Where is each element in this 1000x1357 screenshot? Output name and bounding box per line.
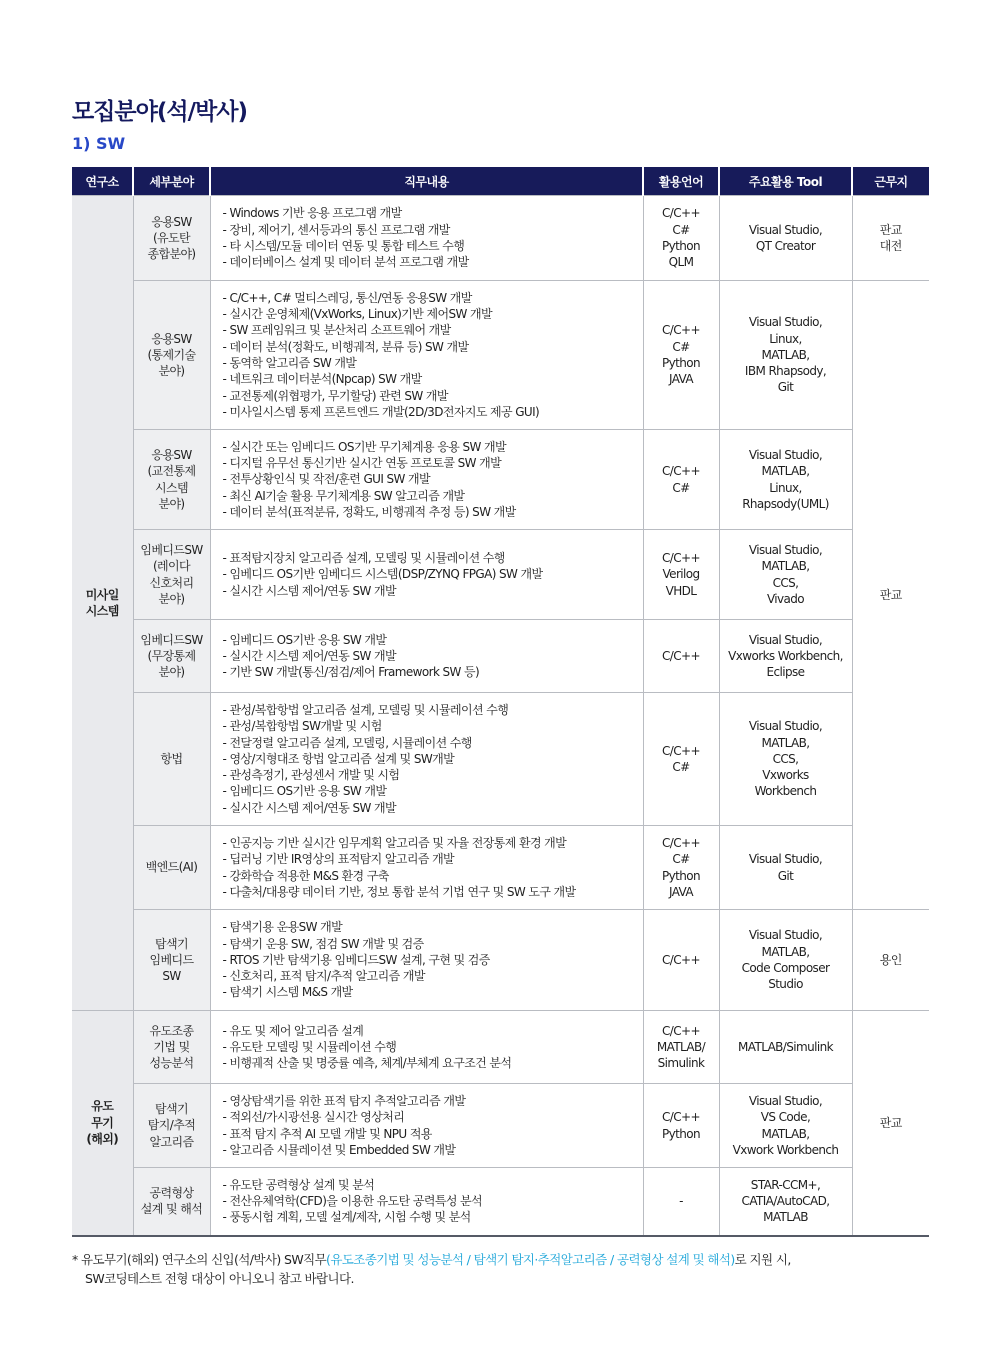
field-cell: 유도조종 기법 및 성능분석: [133, 1011, 210, 1084]
tools-cell: Visual Studio, MATLAB, CCS, Vxworks Workbench: [719, 693, 852, 826]
table-row: [72, 693, 929, 826]
footnote-highlight: (유도조종기법 및 성능분석 / 탐색기 탐지·추적알고리즘 / 공력형상 설계 및 해석): [326, 1252, 735, 1267]
duties-cell: [210, 281, 643, 430]
table-row: [72, 1011, 929, 1084]
duty-item: - 디지털 유무선 통신기반 실시간 연동 프로토콜 SW 개발: [222, 456, 502, 471]
tools-cell: Visual Studio, Git: [719, 826, 852, 910]
languages-cell: C/C++ Verilog VHDL: [643, 530, 719, 620]
footnote: [72, 1250, 932, 1288]
duty-item: - 데이터베이스 설계 및 데이터 분석 프로그램 개발: [222, 255, 469, 270]
duties-cell: [210, 620, 643, 693]
field-cell: 임베디드SW (레이다 신호처리 분야): [133, 530, 210, 620]
duties-cell: [210, 196, 643, 281]
duty-item: - RTOS 기반 탐색기용 임베디드SW 설계, 구현 및 검증: [222, 952, 490, 967]
header-institute: 연구소: [72, 167, 133, 196]
duty-item: - 표적탐지장치 알고리즘 설계, 모델링 및 시뮬레이션 수행: [222, 551, 505, 566]
table-row: [72, 1084, 929, 1168]
institute-cell: 미사일 시스템: [72, 196, 133, 1011]
duty-item: - C/C++, C# 멀티스레딩, 통신/연동 응용SW 개발: [222, 290, 472, 305]
duty-item: - 동역학 알고리즘 SW 개발: [222, 356, 357, 370]
duties-cell: [210, 826, 643, 910]
location-cell: 판교: [852, 281, 929, 910]
tools-cell: MATLAB/Simulink: [719, 1011, 852, 1084]
table-row: [72, 826, 929, 910]
duty-item: - Windows 기반 응용 프로그램 개발: [222, 206, 402, 221]
duty-item: - 미사일시스템 통제 프론트엔드 개발(2D/3D전자지도 제공 GUI): [222, 404, 540, 419]
duty-item: - 다출처/대용량 데이터 기반, 정보 통합 분석 기법 연구 및 SW 도구 개발: [222, 884, 576, 899]
tools-cell: Visual Studio, MATLAB, Code Composer Studio: [719, 910, 852, 1011]
duty-item: - 관성측정기, 관성센서 개발 및 시험: [222, 768, 400, 783]
duty-item: - 관성/복합항법 SW개발 및 시험: [222, 719, 382, 734]
table-row: [72, 910, 929, 1011]
header-tools: 주요활용 Tool: [719, 167, 852, 196]
duty-item: - 탐색기용 운용SW 개발: [222, 920, 343, 935]
duty-item: - 전산유체역학(CFD)을 이용한 유도탄 공력특성 분석: [222, 1194, 483, 1209]
duty-item: - 최신 AI기술 활용 무기체계용 SW 알고리즘 개발: [222, 488, 465, 503]
duty-item: - 관성/복합항법 알고리즘 설계, 모델링 및 시뮬레이션 수행: [222, 702, 509, 717]
languages-cell: C/C++ C# Python QLM: [643, 196, 719, 281]
table-row: [72, 430, 929, 530]
tools-cell: Visual Studio, Linux, MATLAB, IBM Rhapsody, Git: [719, 281, 852, 430]
duties-cell: [210, 693, 643, 826]
field-cell: 공력형상 설계 및 해석: [133, 1168, 210, 1236]
duty-item: - 유도탄 모델링 및 시뮬레이션 수행: [222, 1039, 397, 1054]
duty-item: - 강화학습 적용한 M&S 환경 구축: [222, 868, 389, 883]
tools-cell: Visual Studio, MATLAB, CCS, Vivado: [719, 530, 852, 620]
table-row: [72, 281, 929, 430]
field-cell: 탐색기 탐지/추적 알고리즘: [133, 1084, 210, 1168]
field-cell: 임베디드SW (무장통제 분야): [133, 620, 210, 693]
duty-item: - 실시간 또는 임베디드 OS기반 무기체계용 응용 SW 개발: [222, 439, 506, 454]
languages-cell: C/C++: [643, 910, 719, 1011]
location-cell: 판교 대전: [852, 196, 929, 281]
header-languages: 활용언어: [643, 167, 719, 196]
duty-item: - 장비, 제어기, 센서등과의 통신 프로그램 개발: [222, 222, 450, 237]
duty-item: - 유도 및 제어 알고리즘 설계: [222, 1023, 364, 1038]
languages-cell: C/C++ MATLAB/ Simulink: [643, 1011, 719, 1084]
duty-item: - 인공지능 기반 실시간 임무계획 알고리즘 및 자율 전장통제 환경 개발: [222, 835, 567, 850]
footnote-marker: *: [72, 1252, 78, 1267]
duties-cell: [210, 430, 643, 530]
duty-item: - 알고리즘 시뮬레이션 및 Embedded SW 개발: [222, 1142, 456, 1157]
tools-cell: Visual Studio, MATLAB, Linux, Rhapsody(UML): [719, 430, 852, 530]
duty-item: - 데이터 분석(표적분류, 정확도, 비행궤적 추정 등) SW 개발: [222, 504, 516, 519]
tools-cell: Visual Studio, QT Creator: [719, 196, 852, 281]
duty-item: - 실시간 운영체제(VxWorks, Linux)기반 제어SW 개발: [222, 307, 492, 322]
header-duties: 직무내용: [210, 167, 643, 196]
duty-item: - 네트워크 데이터분석(Npcap) SW 개발: [222, 372, 422, 387]
footnote-text: 유도무기(해외) 연구소의 신입(석/박사) SW직무: [77, 1252, 327, 1267]
duties-cell: [210, 530, 643, 620]
duty-item: - 풍동시험 계획, 모델 설계/제작, 시험 수행 및 분석: [222, 1210, 471, 1225]
duty-item: - 표적 탐지 추적 AI 모델 개발 및 NPU 적용: [222, 1126, 432, 1141]
duty-item: - 딥러닝 기반 IR영상의 표적탐지 알고리즘 개발: [222, 852, 455, 867]
section-title: 1) SW: [72, 134, 126, 153]
field-cell: 응용SW (유도탄 종합분야): [133, 196, 210, 281]
location-cell: 용인: [852, 910, 929, 1011]
tools-cell: Visual Studio, Vxworks Workbench, Eclipse: [719, 620, 852, 693]
duty-item: - 타 시스템/모듈 데이터 연동 및 통합 테스트 수행: [222, 239, 465, 253]
field-cell: 탐색기 임베디드 SW: [133, 910, 210, 1011]
duty-item: - 데이터 분석(정확도, 비행궤적, 분류 등) SW 개발: [222, 339, 469, 354]
duties-cell: [210, 1168, 643, 1236]
field-cell: 항법: [133, 693, 210, 826]
languages-cell: C/C++: [643, 620, 719, 693]
table-row: [72, 1168, 929, 1236]
duty-item: - 임베디드 OS기반 응용 SW 개발: [222, 632, 387, 647]
duty-item: - 적외선/가시광선용 실시간 영상처리: [222, 1110, 405, 1125]
duties-cell: [210, 1084, 643, 1168]
footnote-text: 로 지원 시,: [734, 1252, 791, 1267]
duty-item: - 탐색기 시스템 M&S 개발: [222, 985, 353, 1000]
table-row: [72, 196, 929, 281]
duties-cell: [210, 1011, 643, 1084]
duty-item: - 기반 SW 개발(통신/점검/제어 Framework SW 등): [222, 665, 480, 680]
table-header-row: [72, 167, 929, 196]
duty-item: - 실시간 시스템 제어/연동 SW 개발: [222, 800, 396, 815]
languages-cell: C/C++ C# Python JAVA: [643, 281, 719, 430]
institute-cell: 유도 무기 (해외): [72, 1011, 133, 1236]
languages-cell: C/C++ C#: [643, 693, 719, 826]
duty-item: - 교전통제(위협평가, 무기할당) 관련 SW 개발: [222, 388, 448, 403]
tools-cell: Visual Studio, VS Code, MATLAB, Vxwork Workbench: [719, 1084, 852, 1168]
page-title: 모집분야(석/박사): [72, 99, 247, 125]
languages-cell: -: [643, 1168, 719, 1236]
footnote-line-1: [72, 1250, 932, 1269]
footnote-line-2: SW코딩테스트 전형 대상이 아니오니 참고 바랍니다.: [85, 1271, 354, 1286]
recruitment-table: [72, 167, 929, 1237]
duty-item: - SW 프레임워크 및 분산처리 소프트웨어 개발: [222, 323, 451, 338]
field-cell: 백엔드(AI): [133, 826, 210, 910]
tools-cell: STAR-CCM+, CATIA/AutoCAD, MATLAB: [719, 1168, 852, 1236]
duty-item: - 임베디드 OS기반 임베디드 시스템(DSP/ZYNQ FPGA) SW 개발: [222, 567, 543, 582]
duties-cell: [210, 910, 643, 1011]
field-cell: 응용SW (통제기술 분야): [133, 281, 210, 430]
header-location: 근무지: [852, 167, 929, 196]
duty-item: - 신호처리, 표적 탐지/추적 알고리즘 개발: [222, 969, 425, 984]
languages-cell: C/C++ Python: [643, 1084, 719, 1168]
duty-item: - 실시간 시스템 제어/연동 SW 개발: [222, 583, 396, 598]
header-field: 세부분야: [133, 167, 210, 196]
duty-item: - 영상탐색기를 위한 표적 탐지 추적알고리즘 개발: [222, 1093, 466, 1108]
table-row: [72, 530, 929, 620]
location-cell: 판교: [852, 1011, 929, 1236]
languages-cell: C/C++ C#: [643, 430, 719, 530]
table-row: [72, 620, 929, 693]
duty-item: - 탐색기 운용 SW, 점검 SW 개발 및 검증: [222, 936, 424, 951]
duty-item: - 전달정렬 알고리즘 설계, 모델링, 시뮬레이션 수행: [222, 735, 472, 750]
field-cell: 응용SW (교전통제 시스템 분야): [133, 430, 210, 530]
duty-item: - 비행궤적 산출 및 명중률 예측, 체계/부체계 요구조건 분석: [222, 1056, 512, 1071]
duty-item: - 실시간 시스템 제어/연동 SW 개발: [222, 648, 396, 663]
duty-item: - 영상/지형대조 항법 알고리즘 설계 및 SW개발: [222, 751, 455, 766]
duty-item: - 임베디드 OS기반 응용 SW 개발: [222, 784, 387, 799]
duty-item: - 유도탄 공력형상 설계 및 분석: [222, 1177, 375, 1192]
languages-cell: C/C++ C# Python JAVA: [643, 826, 719, 910]
duty-item: - 전투상황인식 및 작전/훈련 GUI SW 개발: [222, 472, 430, 487]
